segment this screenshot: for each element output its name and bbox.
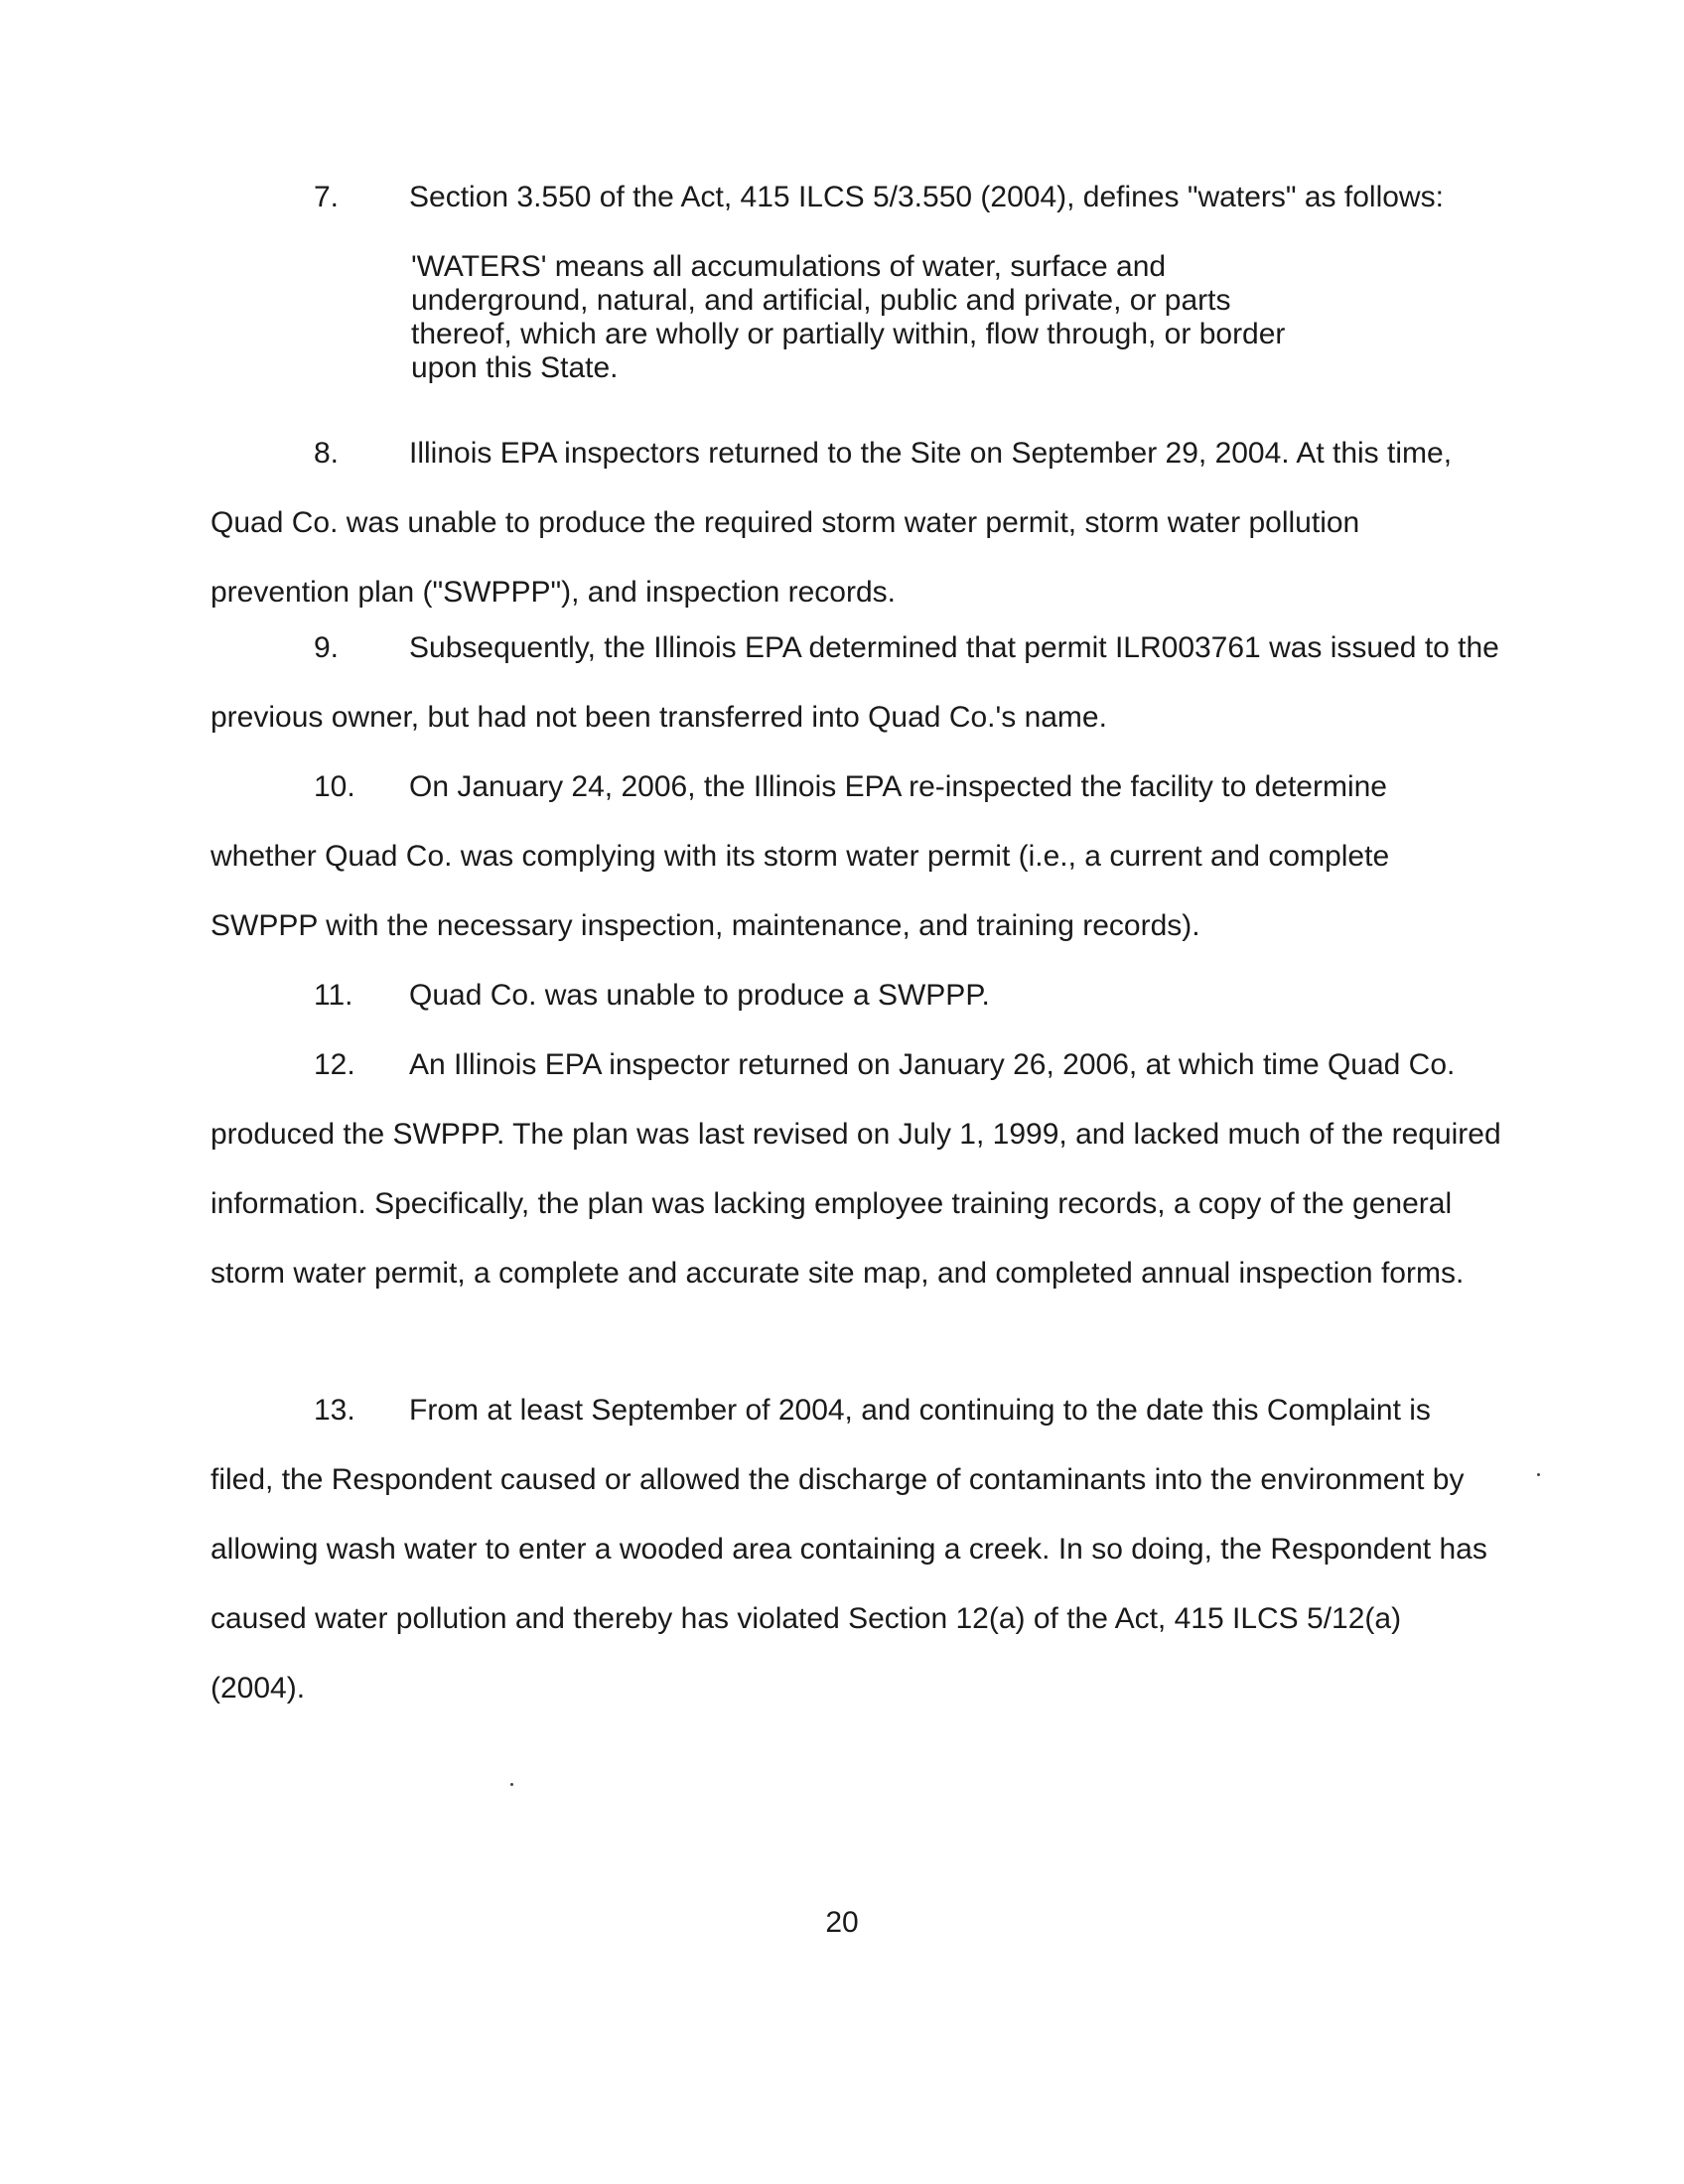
- paragraph-number: 11.: [314, 979, 353, 1012]
- paragraph-number: 12.: [314, 1048, 355, 1081]
- paragraph-7: [210, 163, 1501, 232]
- scan-speck: [510, 1783, 513, 1786]
- paragraph-text: An Illinois EPA inspector returned on January 26, 2006, at which time Quad Co. produced the SWPPP. The plan was last revised on July 1, 1999, and lacked much of the required information. Specifically, the plan was lacking employee training records, a copy of the general storm water permit, a complete and accurate site map, and completed annual inspection forms.: [210, 1048, 1501, 1290]
- paragraph-text: Quad Co. was unable to produce a SWPPP.: [409, 979, 990, 1012]
- paragraph-10: [210, 752, 1501, 961]
- paragraph-text: On January 24, 2006, the Illinois EPA re-inspected the facility to determine whether Quad Co. was complying with its storm water permit (i.e., a current and complete SWPPP with the necessary inspection, maintenance, and training records).: [210, 770, 1390, 942]
- page-number: 20: [825, 1906, 859, 1939]
- paragraph-12: [210, 1030, 1501, 1308]
- block-quote-waters-definition: 'WATERS' means all accumulations of water, surface and underground, natural, and artificial, public and private, or parts thereof, which are wholly or partially within, flow through, or border upon this State.: [411, 250, 1286, 384]
- paragraph-number: 10.: [314, 770, 355, 803]
- paragraph-number: 7.: [314, 181, 340, 213]
- paragraph-number: 9.: [314, 631, 340, 664]
- paragraph-8: [210, 419, 1501, 627]
- paragraph-text: Illinois EPA inspectors returned to the Site on September 29, 2004. At this time, Quad Co. was unable to produce the required storm water permit, storm water pollution prevention plan ("SWPPP"), and inspection records.: [210, 437, 1453, 609]
- paragraph-13: [210, 1376, 1501, 1723]
- paragraph-9: [210, 614, 1501, 752]
- paragraph-text: Subsequently, the Illinois EPA determined that permit ILR003761 was issued to the previous owner, but had not been transferred into Quad Co.'s name.: [210, 631, 1499, 734]
- paragraph-text: From at least September of 2004, and continuing to the date this Complaint is filed, the Respondent caused or allowed the discharge of contaminants into the environment by allowing wash water to enter a wooded area containing a creek. In so doing, the Respondent has caused water pollution and thereby has violated Section 12(a) of the Act, 415 ILCS 5/12(a) (2004).: [210, 1394, 1487, 1705]
- paragraph-number: 8.: [314, 437, 340, 470]
- paragraph-11: [210, 961, 1501, 1030]
- paragraph-text: Section 3.550 of the Act, 415 ILCS 5/3.550 (2004), defines "waters" as follows:: [409, 181, 1444, 213]
- scan-speck: [1537, 1473, 1540, 1476]
- paragraph-number: 13.: [314, 1394, 355, 1427]
